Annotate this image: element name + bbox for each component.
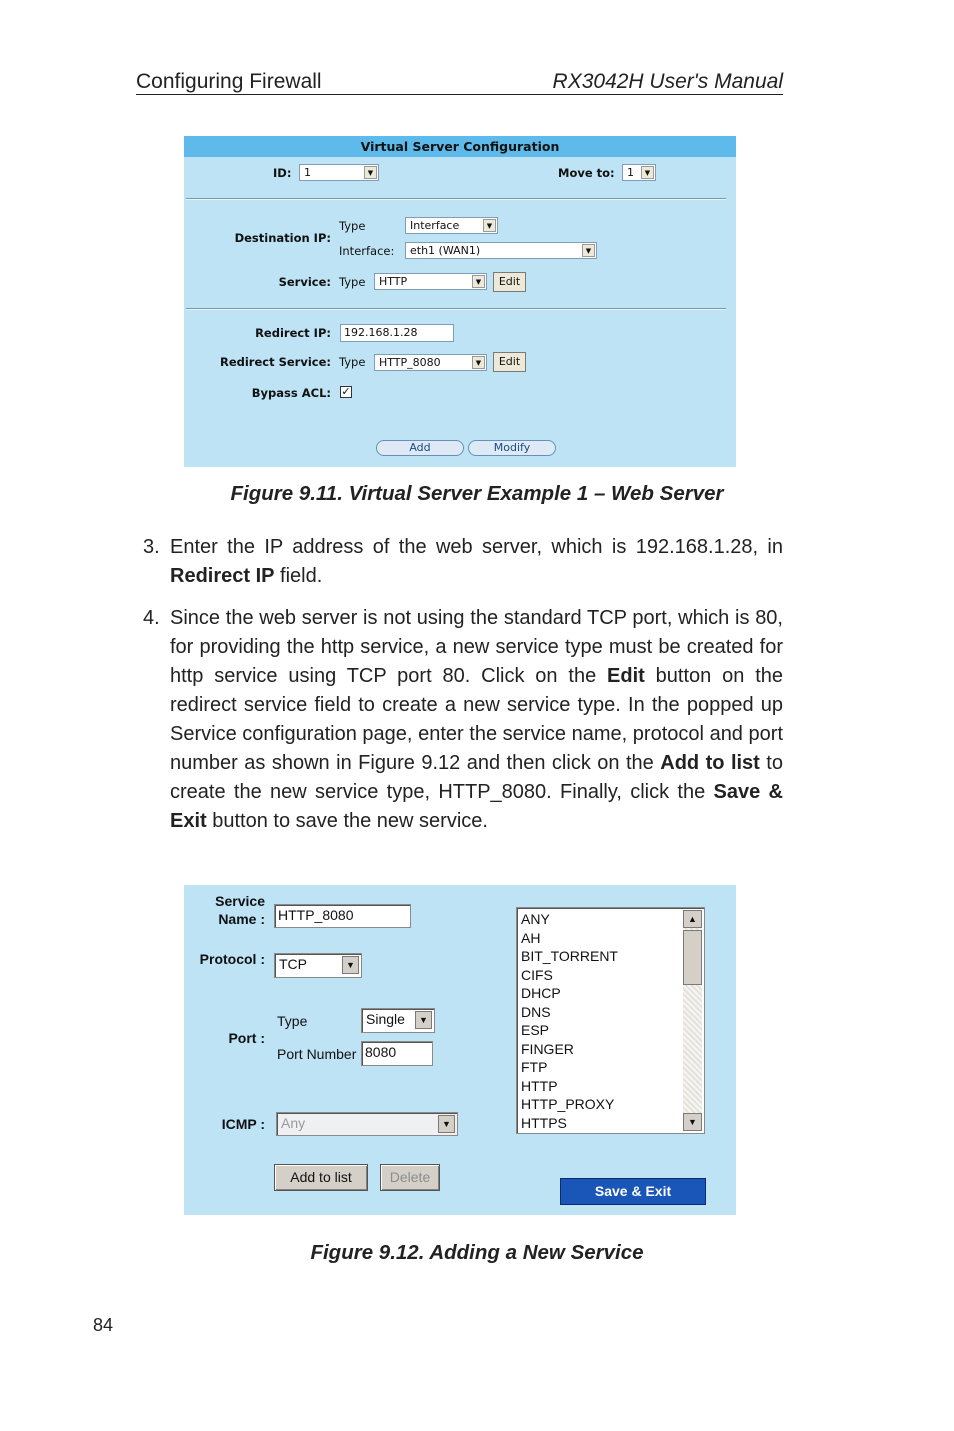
service-list-item[interactable]: HTTPS — [521, 1114, 567, 1131]
chevron-down-icon: ▼ — [364, 166, 377, 179]
modify-button[interactable]: Modify — [468, 440, 556, 456]
step-3 — [143, 533, 783, 591]
chevron-down-icon: ▼ — [641, 166, 654, 179]
chevron-down-icon: ▼ — [582, 244, 595, 257]
text-run: Since the web server is not using the standard TCP port, which is 80, for providing the http service, a new service type must be created for http service using TCP port 80. Click on the — [170, 607, 783, 687]
chevron-down-icon: ▼ — [342, 956, 359, 974]
port-type-label: Type — [277, 1013, 308, 1029]
redirect-ip-input[interactable]: 192.168.1.28 — [340, 324, 454, 342]
step-number: 3. — [143, 536, 160, 558]
id-select[interactable] — [299, 164, 379, 181]
divider — [186, 198, 726, 200]
service-list-item[interactable]: CIFS — [521, 966, 553, 983]
chevron-down-icon: ▼ — [472, 356, 485, 369]
header-manual-title: RX3042H User's Manual — [552, 70, 783, 93]
redirect-service-select[interactable] — [374, 354, 487, 371]
service-label: Service: — [278, 275, 331, 289]
step-text — [170, 533, 783, 591]
service-list-item[interactable]: HTTP — [521, 1077, 558, 1094]
redirect-service-value: HTTP_8080 — [379, 356, 441, 369]
service-list-item[interactable]: DNS — [521, 1003, 551, 1020]
protocol-label: Protocol : — [199, 951, 265, 967]
service-list-scrollbar[interactable] — [683, 910, 702, 1131]
service-select[interactable] — [374, 273, 487, 290]
step-number: 4. — [143, 607, 160, 629]
page-number: 84 — [93, 1315, 114, 1335]
service-list-item[interactable]: AH — [521, 929, 541, 946]
checkmark-icon: ✓ — [341, 385, 351, 398]
chevron-down-icon: ▼ — [472, 275, 485, 288]
bypass-acl-checkbox[interactable] — [340, 386, 352, 398]
destination-ip-label: Destination IP: — [234, 231, 331, 245]
divider — [186, 308, 726, 310]
move-to-value: 1 — [627, 166, 634, 179]
virtual-server-config-panel — [184, 136, 736, 467]
protocol-value: TCP — [279, 956, 307, 972]
icmp-select[interactable] — [276, 1112, 458, 1136]
service-select-value: HTTP — [379, 275, 408, 288]
figure-caption-9-11: Figure 9.11. Virtual Server Example 1 – Web Server — [230, 482, 724, 505]
service-name-label-line2: Name : — [218, 911, 265, 927]
chevron-down-icon: ▼ — [483, 219, 496, 232]
service-list-item[interactable]: ANY — [521, 911, 550, 927]
text-run: Enter the IP address of the web server, which is 192.168.1.28, in — [170, 536, 783, 558]
scroll-up-icon[interactable]: ▲ — [683, 910, 702, 928]
bypass-acl-label: Bypass ACL: — [251, 386, 331, 400]
scrollbar-thumb[interactable] — [683, 930, 702, 985]
redirect-type-label: Type — [339, 355, 366, 369]
destination-interface-value: eth1 (WAN1) — [410, 244, 481, 257]
figure-caption-9-12: Figure 9.12. Adding a New Service — [310, 1241, 644, 1264]
scroll-down-icon[interactable]: ▼ — [683, 1113, 702, 1131]
port-type-value: Single — [366, 1011, 405, 1027]
step-text — [170, 604, 783, 836]
text-run: button to save the new service. — [206, 810, 488, 832]
panel-title: Virtual Server Configuration — [184, 136, 736, 157]
service-list[interactable] — [516, 907, 705, 1134]
id-label: ID: — [273, 166, 292, 180]
id-select-value: 1 — [304, 166, 311, 179]
move-to-select[interactable] — [622, 164, 656, 181]
service-list-item[interactable]: DHCP — [521, 985, 561, 1001]
text-run: button on the redirect service field to create a new service type. In the popped up Service configuration page, enter the service name, protocol and port number as shown in Figure 9.12 and then click on the — [170, 665, 783, 774]
add-button[interactable]: Add — [376, 440, 464, 456]
icmp-value: Any — [281, 1115, 306, 1131]
service-config-panel — [184, 885, 736, 1215]
bold-term: Redirect IP — [170, 565, 275, 587]
service-name-label-line1: Service — [215, 893, 265, 909]
service-name-input[interactable]: HTTP_8080 — [274, 904, 411, 928]
service-type-label: Type — [339, 275, 366, 289]
destination-interface-select[interactable] — [405, 242, 597, 259]
port-number-input[interactable]: 8080 — [361, 1041, 433, 1066]
destination-interface-label: Interface: — [339, 244, 395, 258]
save-exit-button[interactable]: Save & Exit — [560, 1178, 706, 1205]
chevron-down-icon: ▼ — [438, 1115, 455, 1133]
redirect-service-label: Redirect Service: — [219, 355, 331, 369]
delete-button[interactable]: Delete — [380, 1164, 440, 1191]
service-list-item[interactable]: FTP — [521, 1059, 548, 1075]
redirect-edit-button[interactable]: Edit — [493, 352, 526, 372]
icmp-label: ICMP : — [221, 1116, 265, 1132]
port-label: Port : — [228, 1030, 265, 1046]
header-rule — [136, 94, 783, 95]
add-to-list-button[interactable]: Add to list — [274, 1164, 368, 1191]
bold-term: Edit — [607, 665, 645, 687]
protocol-select[interactable] — [274, 953, 362, 978]
port-type-select[interactable] — [361, 1008, 435, 1033]
service-list-item[interactable]: HTTP_PROXY — [521, 1096, 615, 1112]
redirect-ip-label: Redirect IP: — [255, 326, 331, 340]
port-number-label: Port Number — [277, 1046, 357, 1062]
service-list-item[interactable]: BIT_TORRENT — [521, 948, 618, 964]
bold-term: Add to list — [660, 752, 760, 774]
header-section-title: Configuring Firewall — [136, 70, 322, 93]
text-run: to create the new service type, HTTP_8080. Finally, click the — [170, 752, 783, 803]
chevron-down-icon: ▼ — [415, 1011, 432, 1029]
destination-type-value: Interface — [410, 219, 460, 232]
move-to-label: Move to: — [558, 166, 615, 180]
text-run: field. — [274, 565, 323, 587]
destination-type-label: Type — [339, 219, 366, 233]
bold-term: Save & Exit — [170, 781, 783, 832]
service-edit-button[interactable]: Edit — [493, 272, 526, 292]
service-list-item[interactable]: FINGER — [521, 1040, 574, 1057]
step-4 — [143, 604, 783, 836]
destination-type-select[interactable] — [405, 217, 498, 234]
service-list-item[interactable]: ESP — [521, 1022, 550, 1038]
